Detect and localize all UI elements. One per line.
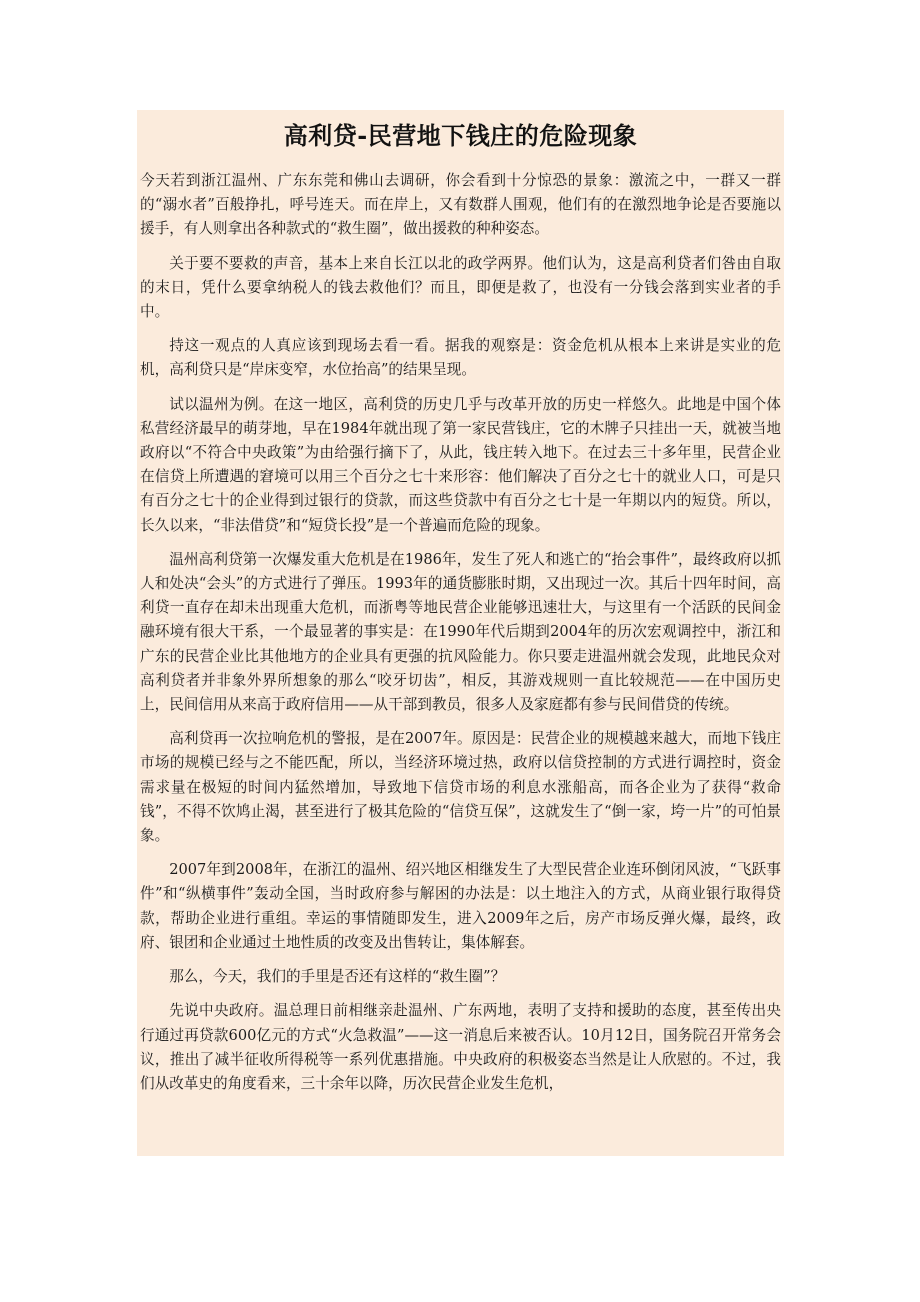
paragraph: 那么，今天，我们的手里是否还有这样的“救生圈”？ — [169, 968, 506, 986]
paragraph: 持这一观点的人真应该到现场去看一看。据我的观察是：资金危机从根本上来讲是实业的危机，高利贷只是“岸床变窄，水位抬高”的结果呈现。 — [140, 337, 781, 379]
paragraph: 高利贷再一次拉响危机的警报，是在2007年。原因是：民营企业的规模越来越大，而地下钱庄市场的规模已经与之不能匹配，所以，当经济环境过热，政府以信贷控制的方式进行调控时，资金需求量在极短的时间内猛然增加，导致地下信贷市场的利息水涨船高，而各企业为了获得“救命钱”，不得不饮鸠止渴，甚至进行了极其危险的“信贷互保”，这就发生了“倒一家，垮一片”的可怕景象。 — [140, 730, 781, 845]
paragraph: 温州高利贷第一次爆发重大危机是在1986年，发生了死人和逃亡的“抬会事件”，最终政府以抓人和处决“会头”的方式进行了弹压。1993年的通货膨胀时期，又出现过一次。其后十四年时间，高利贷一直存在却未出现重大危机，而浙粤等地民营企业能够迅速壮大，与这里有一个活跃的民间金融环境有很大干系，一个最显著的事实是：在1990年代后期到2004年的历次宏观调控中，浙江和广东的民营企业比其他地方的企业具有更强的抗风险能力。你只要走进温州就会发现，此地民众对高利贷者并非象外界所想象的那么“咬牙切齿”，相反，其游戏规则一直比较规范——在中国历史上，民间信用从来高于政府信用——从干部到教员，很多人及家庭都有参与民间借贷的传统。 — [140, 550, 781, 714]
paragraph: 关于要不要救的声音，基本上来自长江以北的政学两界。他们认为，这是高利贷者们咎由自取的末日，凭什么要拿纳税人的钱去救他们？而且，即便是救了，也没有一分钱会落到实业者的手中。 — [140, 254, 781, 321]
paragraph: 今天若到浙江温州、广东东莞和佛山去调研，你会看到十分惊恐的景象：激流之中，一群又一群的“溺水者”百般挣扎，呼号连天。而在岸上，又有数群人围观，他们有的在激烈地争论是否要施以援手，有人则拿出各种款式的“救生圈”，做出援救的种种姿态。 — [140, 172, 781, 238]
document-title: 高利贷-民营地下钱庄的危险现象 — [283, 121, 638, 150]
paragraph: 2007年到2008年，在浙江的温州、绍兴地区相继发生了大型民营企业连环倒闭风波，“飞跃事件”和“纵横事件”轰动全国，当时政府参与解困的办法是：以土地注入的方式，从商业银行取得贷款，帮助企业进行重组。幸运的事情随即发生，进入2009年之后，房产市场反弹火爆，最终，政府、银团和企业通过土地性质的改变及出售转让，集体解套。 — [140, 861, 781, 951]
document-page — [137, 110, 784, 1156]
paragraph: 先说中央政府。温总理日前相继亲赴温州、广东两地，表明了支持和援助的态度，甚至传出央行通过再贷款600亿元的方式“火急救温”——这一消息后来被否认。10月12日，国务院召开常务会议，推出了减半征收所得税等一系列优惠措施。中央政府的积极姿态当然是让人欣慰的。不过，我们从改革史的角度看来，三十余年以降，历次民营企业发生危机， — [140, 1002, 781, 1092]
paragraph: 试以温州为例。在这一地区，高利贷的历史几乎与改革开放的历史一样悠久。此地是中国个体私营经济最早的萌芽地，早在1984年就出现了第一家民营钱庄，它的木牌子只挂出一天，就被当地政府以“不符合中央政策”为由给强行摘下了，从此，钱庄转入地下。在过去三十多年里，民营企业在信贷上所遭遇的窘境可以用三个百分之七十来形容：他们解决了百分之七十的就业人口，可是只有百分之七十的企业得到过银行的贷款，而这些贷款中有百分之七十是一年期以内的短贷。所以，长久以来，“非法借贷”和“短贷长投”是一个普遍而危险的现象。 — [140, 395, 781, 534]
